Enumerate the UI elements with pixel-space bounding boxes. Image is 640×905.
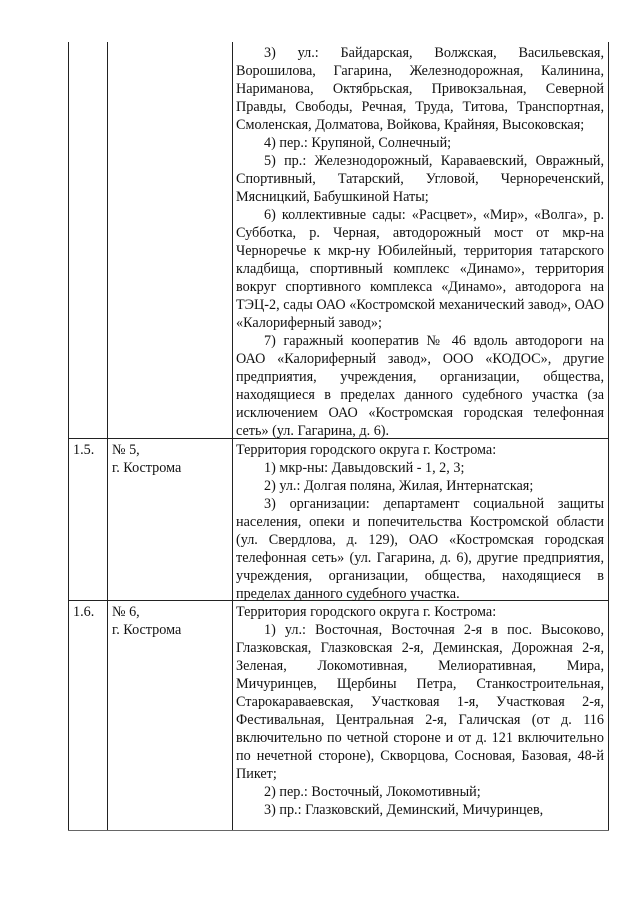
court-district-city: г. Кострома xyxy=(112,622,182,638)
court-district-city: г. Кострома xyxy=(112,460,182,476)
row-number: 1.5. xyxy=(73,442,95,458)
paragraph: Территория городского округа г. Кострома: xyxy=(236,442,497,458)
paragraph: 1) мкр-ны: Давыдовский - 1, 2, 3; xyxy=(264,460,465,476)
table-row-continuation-text xyxy=(236,44,604,440)
court-district-name xyxy=(112,441,230,477)
paragraph: 4) пер.: Крупяной, Солнечный; xyxy=(264,135,452,151)
paragraph: 3) организации: департамент социальной защиты населения, опеки и попечительства Костромской области (ул. Свердлова, д. 129), ОАО «Костромская городская телефонная сеть» (ул. Гагарина, д. 6), другие предприятия, учреждения, организации, общества, находящиеся в пределах данного судебного участка. xyxy=(236,496,604,602)
table-left-border xyxy=(68,42,69,830)
table-bottom-border xyxy=(68,830,609,831)
table-right-border xyxy=(608,42,609,830)
court-district-number: № 6, xyxy=(112,604,140,620)
paragraph: 3) ул.: Байдарская, Волжская, Васильевская, Ворошилова, Гагарина, Железнодорожная, Калинина, Наримановa, Октябрьская, Привокзальная, Северной Правды, Свободы, Речная, Труда, Титова, Транспортная, Смоленская, Долматова, Войкова, Крайняя, Высоковская; xyxy=(236,45,604,133)
paragraph: 7) гаражный кооператив № 46 вдоль автодороги на ОАО «Калориферный завод», ООО «КОДОС», другие предприятия, учреждения, организации, общества, находящиеся в пределах данного судебного участка (за исключением ОАО «Костромская городская телефонная сеть» (ул. Гагарина, д. 6). xyxy=(236,333,604,439)
paragraph: 5) пр.: Железнодорожный, Караваевский, Овражный, Спортивный, Татарский, Угловой, Чернореченский, Мясницкий, Бабушкиной Наты; xyxy=(236,153,604,205)
territory-description xyxy=(236,603,604,819)
row-number: 1.6. xyxy=(73,604,95,620)
paragraph: 2) ул.: Долгая поляна, Жилая, Интернатская; xyxy=(264,478,534,494)
territory-description xyxy=(236,441,604,603)
court-district-name xyxy=(112,603,230,639)
paragraph: Территория городского округа г. Кострома: xyxy=(236,604,497,620)
paragraph: 1) ул.: Восточная, Восточная 2-я в пос. Высоково, Глазковская, Глазковская 2-я, Деминская, Дорожная 2-я, Зеленая, Локомотивная, Мелиоративная, Мира, Мичуринцев, Щербины Петра, Станкостроительная, Старокараваевская, Участковая 1-я, Участковая 2-я, Фестивальная, Центральная 2-я, Галичская (от д. 116 включительно по четной стороне и от д. 121 включительно по нечетной стороне), Скворцова, Сосновая, Базовая, 48-й Пикет; xyxy=(236,622,604,782)
court-district-number: № 5, xyxy=(112,442,140,458)
paragraph: 2) пер.: Восточный, Локомотивный; xyxy=(264,784,481,800)
table-column-divider-2 xyxy=(232,42,233,830)
paragraph: 6) коллективные сады: «Расцвет», «Мир», «Волга», р. Субботка, р. Черная, автодорожный мост от мкр-на Черноречье к мкр-ну Юбилейный, территория татарского кладбища, спортивный комплекс «Динамо», территория вокруг спортивного комплекса «Динамо», автодорога на ТЭЦ-2, сады ОАО «Костромской механический завод», ОАО «Калориферный завод»; xyxy=(236,207,604,331)
paragraph: 3) пр.: Глазковский, Деминский, Мичуринцев, xyxy=(264,802,544,818)
table-column-divider-1 xyxy=(107,42,108,830)
